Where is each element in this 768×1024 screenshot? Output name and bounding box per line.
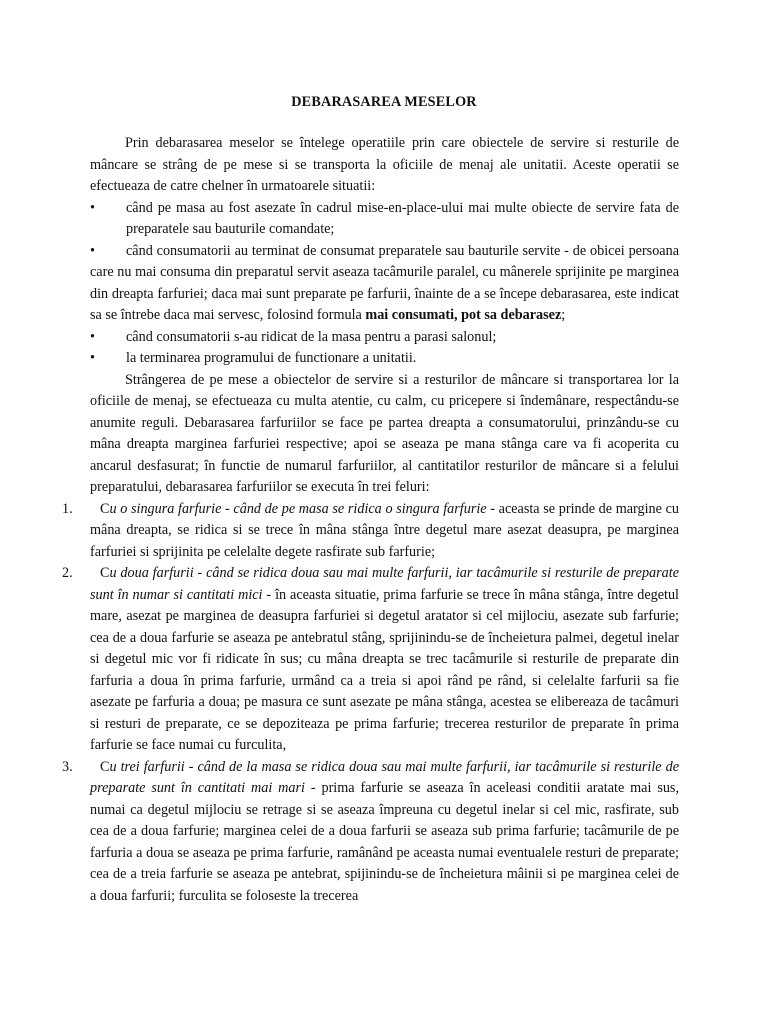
bullet-text-end: ;: [561, 307, 566, 323]
body-paragraph: Strângerea de pe mese a obiectelor de servire si a resturilor de mâncare si transportarea lor la oficiile de menaj, se efectueaza cu multa atentie, cu calm, cu pricepere si îndemânare, respectându-se anumite reguli. Debarasarea farfuriilor se face pe partea dreapta a consumatorului, prinzându-se cu mâna dreapta marginea farfuriei respective; apoi se aseaza pe mana stânga care va fi acoperita cu ancarul desfasurat; în functie de numarul farfuriilor, al cantitatilor resturilor de mâncare si a felului preparatului, debarasarea farfuriilor se executa în trei feluri:: [90, 371, 679, 495]
bullet-icon: •: [90, 242, 95, 259]
bullet-text: când consumatorii s-au ridicat de la masa pentru a parasi salonul;: [126, 328, 497, 345]
item-text: - în aceasta situatie, prima farfurie se trece în mâna stânga, între degetul mare, asezat pe marginea de deasupra farfuriei si degetul aratator si cel mijlociu, asezate sub farfurie; cea de a doua farfurie se aseaza pe antebratul stâng, sprijinindu-se de încheietura palmei, degetul inelar si degetul mic vor fi ridicate în sus; cu mâna dreapta se trec tacâmurile si resturile de preparate din farfuria a doua în prima farfurie, urmând ca a treia si apoi rând pe rând, si celelalte farfurii sa fie asezate pe farfuria a doua; pe masura ce sunt asezate pe mâna stânga, acestea se elibereaza de tacâmuri si resturi de preparate, ce se depoziteaza pe prima farfurie; trecerea resturilor de preparate în prima farfurie se face numai cu furculita,: [90, 586, 679, 753]
bullet-bold-phrase: mai consumati, pot sa debarasez: [365, 307, 562, 323]
bullet-icon: •: [90, 328, 95, 345]
bullet-icon: •: [90, 350, 95, 366]
item-italic: u doua farfurii - când se ridica doua sau mai multe farfurii, iar tacâmurile si resturile de preparate sunt în numar si cantitati mici: [90, 565, 679, 603]
bullet-icon: •: [90, 199, 95, 216]
bullet-item: [90, 198, 679, 241]
bullet-text: la terminarea programului de functionare a unitatii.: [126, 350, 417, 366]
item-lead: C: [100, 758, 110, 775]
document-body: [62, 133, 680, 907]
item-number: 2.: [62, 565, 73, 581]
bullet-item: [90, 241, 679, 327]
item-text: - prima farfurie se aseaza în aceleasi conditii aratate mai sus, numai ca degetul mijlociu se retrage si se aseaza împreuna cu degetul inelar si cel mic, rasfirate, sub cea de a doua farfurie; marginea celei de a doua farfurii se aseaza sub prima farfurie; tacâmurile de pe farfuria a doua se aseaza pe prima farfurie, ramânând pe aceasta numai eventualele resturi de preparate; cea de a treia farfurie se aseaza pe antebrat, spijinindu-se de încheietura mâinii si pe marginea celei de a doua farfurii; furculita se foloseste la trecerea: [90, 780, 680, 904]
item-lead: C: [100, 565, 110, 581]
item-number: 1.: [62, 500, 73, 517]
bullet-text: când consumatorii au terminat de consumat preparatele sau bauturile servite - de obicei persoana care nu mai consuma din preparatul servit aseaza tacâmurile paralel, cu mânerele sprijinite pe marginea din dreapta farfuriei; daca mai sunt preparate pe farfurii, înainte de a se începe debarasarea, este indicat sa se întrebe daca mai servesc, folosind formula: [90, 242, 679, 323]
bullet-text: când pe masa au fost asezate în cadrul mise-en-place-ului mai multe obiecte de servire fata de preparatele sau bauturile comandate;: [126, 199, 679, 237]
item-lead: C: [100, 500, 110, 517]
bullet-item: [90, 348, 679, 370]
item-italic: u trei farfurii - când de la masa se ridica doua sau mai multe farfurii, iar tacâmurile si resturile de preparate sunt în cantitati mai mari: [90, 758, 679, 796]
numbered-item: [62, 757, 680, 908]
item-number: 3.: [62, 758, 73, 775]
document-title: DEBARASAREA MESELOR: [291, 94, 477, 110]
bullet-item: [90, 327, 679, 349]
numbered-item: [62, 563, 679, 757]
item-text: - aceasta se prinde de margine cu mâna dreapta, se ridica si se trece în mâna stânga între degetul mare asezat deasupra, pe marginea farfuriei si sprijinita pe celelalte degete rasfirate sub farfurie;: [90, 500, 680, 560]
intro-paragraph: Prin debarasarea meselor se întelege operatiile prin care obiectele de servire si resturile de mâncare se strâng de pe mese si se transporta la oficiile de menaj ale unitatii. Aceste operatii se efectueaza de catre chelner în urmatoarele situatii:: [90, 135, 679, 194]
item-italic: u o singura farfurie - când de pe masa se ridica o singura farfurie: [109, 500, 487, 517]
numbered-item: [62, 499, 680, 564]
